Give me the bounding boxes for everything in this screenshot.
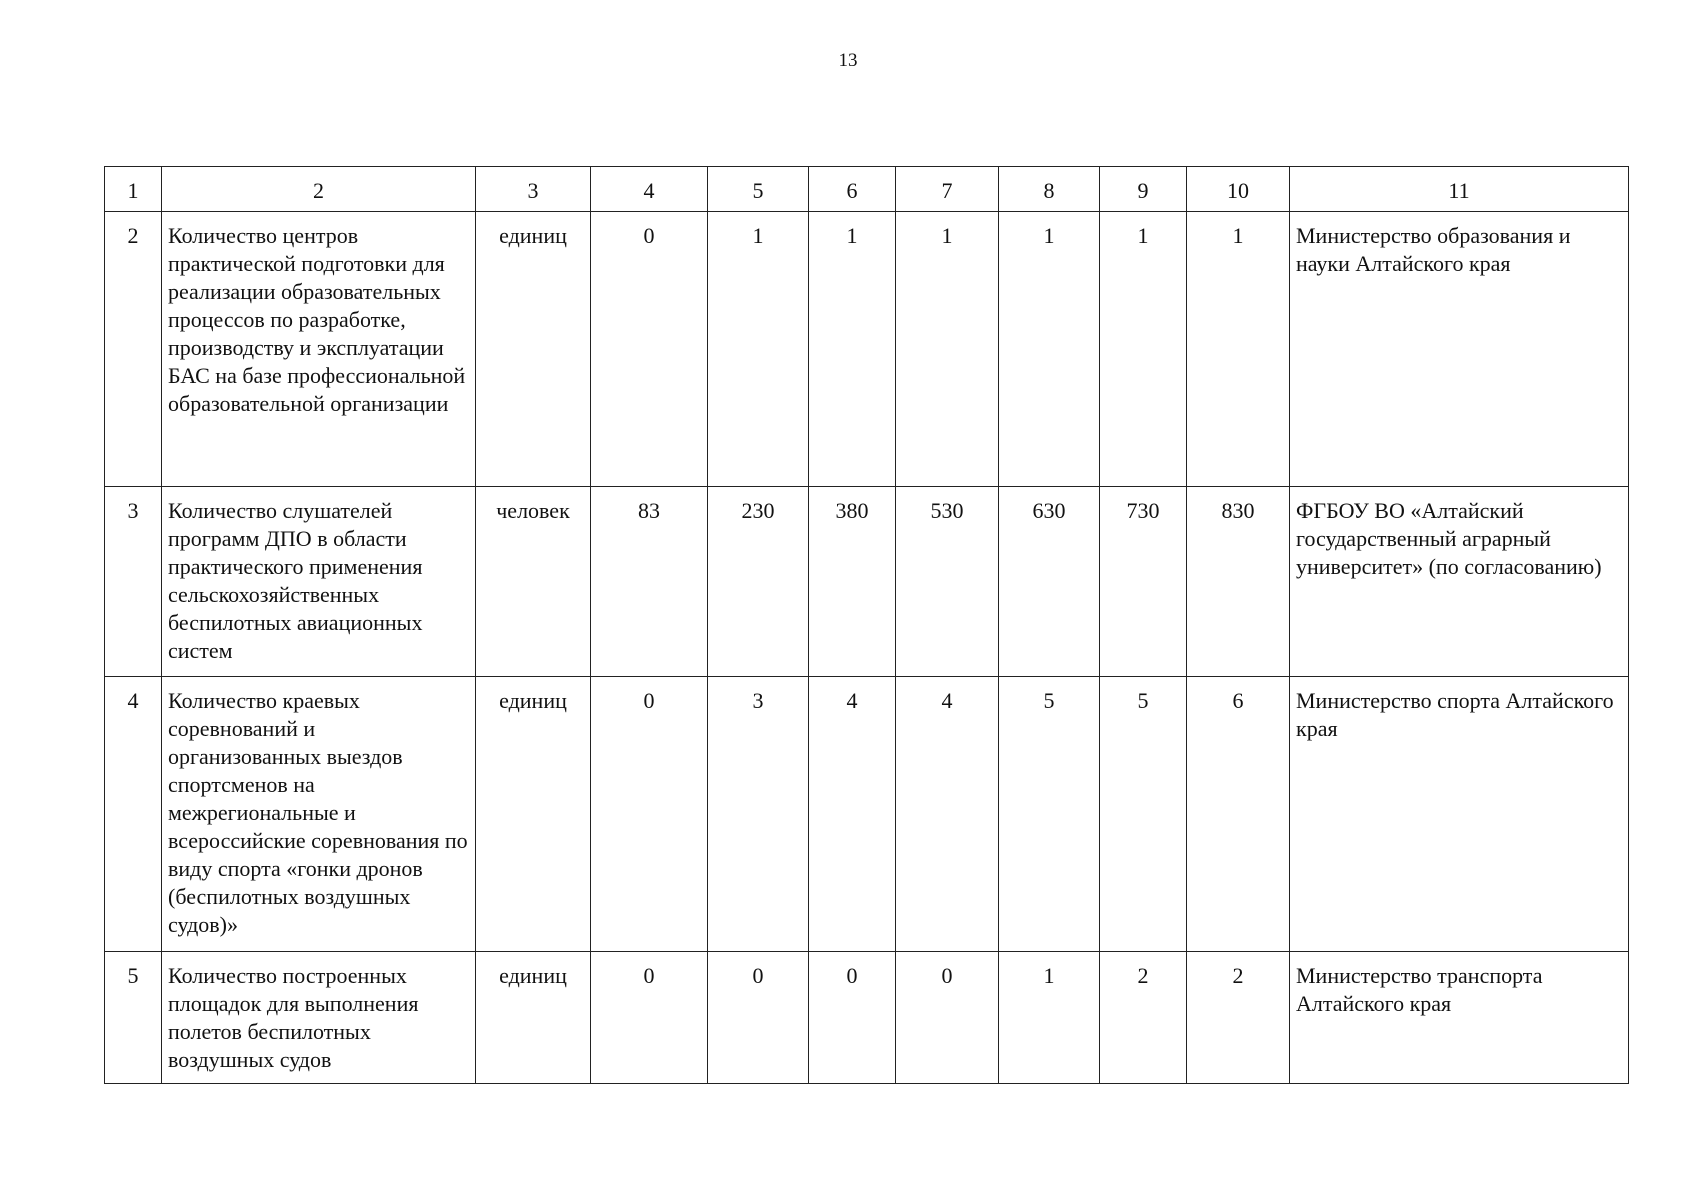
value-cell: 0 xyxy=(591,212,708,487)
value-cell: 730 xyxy=(1100,487,1187,677)
row-number: 4 xyxy=(105,677,162,952)
value-cell: 1 xyxy=(896,212,999,487)
header-cell: 2 xyxy=(162,167,476,212)
header-cell: 8 xyxy=(999,167,1100,212)
indicator-description: Количество центров практической подготовки для реализации образовательных процессов по разработке, производству и эксплуатации БАС на базе профессиональной образовательной организации xyxy=(162,212,476,487)
header-cell: 9 xyxy=(1100,167,1187,212)
value-cell: 2 xyxy=(1100,952,1187,1084)
unit-cell: единиц xyxy=(476,212,591,487)
responsible-cell: Министерство образования и науки Алтайского края xyxy=(1290,212,1629,487)
value-cell: 380 xyxy=(809,487,896,677)
responsible-cell: Министерство транспорта Алтайского края xyxy=(1290,952,1629,1084)
responsible-cell: Министерство спорта Алтайского края xyxy=(1290,677,1629,952)
value-cell: 1 xyxy=(999,212,1100,487)
header-cell: 10 xyxy=(1187,167,1290,212)
indicators-table xyxy=(104,166,1629,1084)
table-row xyxy=(105,212,1629,487)
value-cell: 83 xyxy=(591,487,708,677)
header-cell: 7 xyxy=(896,167,999,212)
header-cell: 6 xyxy=(809,167,896,212)
value-cell: 0 xyxy=(896,952,999,1084)
value-cell: 6 xyxy=(1187,677,1290,952)
value-cell: 1 xyxy=(809,212,896,487)
value-cell: 1 xyxy=(1100,212,1187,487)
row-number: 5 xyxy=(105,952,162,1084)
value-cell: 1 xyxy=(999,952,1100,1084)
value-cell: 0 xyxy=(809,952,896,1084)
value-cell: 1 xyxy=(708,212,809,487)
unit-cell: единиц xyxy=(476,952,591,1084)
value-cell: 4 xyxy=(896,677,999,952)
table-row xyxy=(105,952,1629,1084)
indicator-description: Количество краевых соревнований и организованных выездов спортсменов на межрегиональные и всероссийские соревнования по виду спорта «гонки дронов (беспилотных воздушных судов)» xyxy=(162,677,476,952)
value-cell: 4 xyxy=(809,677,896,952)
header-cell: 1 xyxy=(105,167,162,212)
value-cell: 1 xyxy=(1187,212,1290,487)
value-cell: 0 xyxy=(591,952,708,1084)
row-number: 3 xyxy=(105,487,162,677)
value-cell: 5 xyxy=(1100,677,1187,952)
indicator-description: Количество слушателей программ ДПО в области практического применения сельскохозяйственных беспилотных авиационных систем xyxy=(162,487,476,677)
page-number: 13 xyxy=(838,50,858,71)
value-cell: 0 xyxy=(591,677,708,952)
row-number: 2 xyxy=(105,212,162,487)
value-cell: 230 xyxy=(708,487,809,677)
value-cell: 5 xyxy=(999,677,1100,952)
header-cell: 5 xyxy=(708,167,809,212)
value-cell: 0 xyxy=(708,952,809,1084)
header-cell: 11 xyxy=(1290,167,1629,212)
unit-cell: человек xyxy=(476,487,591,677)
value-cell: 630 xyxy=(999,487,1100,677)
unit-cell: единиц xyxy=(476,677,591,952)
responsible-cell: ФГБОУ ВО «Алтайский государственный аграрный университет» (по согласованию) xyxy=(1290,487,1629,677)
value-cell: 2 xyxy=(1187,952,1290,1084)
header-cell: 4 xyxy=(591,167,708,212)
value-cell: 3 xyxy=(708,677,809,952)
header-row xyxy=(105,167,1629,212)
header-cell: 3 xyxy=(476,167,591,212)
table-row xyxy=(105,677,1629,952)
value-cell: 530 xyxy=(896,487,999,677)
table-row xyxy=(105,487,1629,677)
value-cell: 830 xyxy=(1187,487,1290,677)
indicator-description: Количество построенных площадок для выполнения полетов беспилотных воздушных судов xyxy=(162,952,476,1084)
